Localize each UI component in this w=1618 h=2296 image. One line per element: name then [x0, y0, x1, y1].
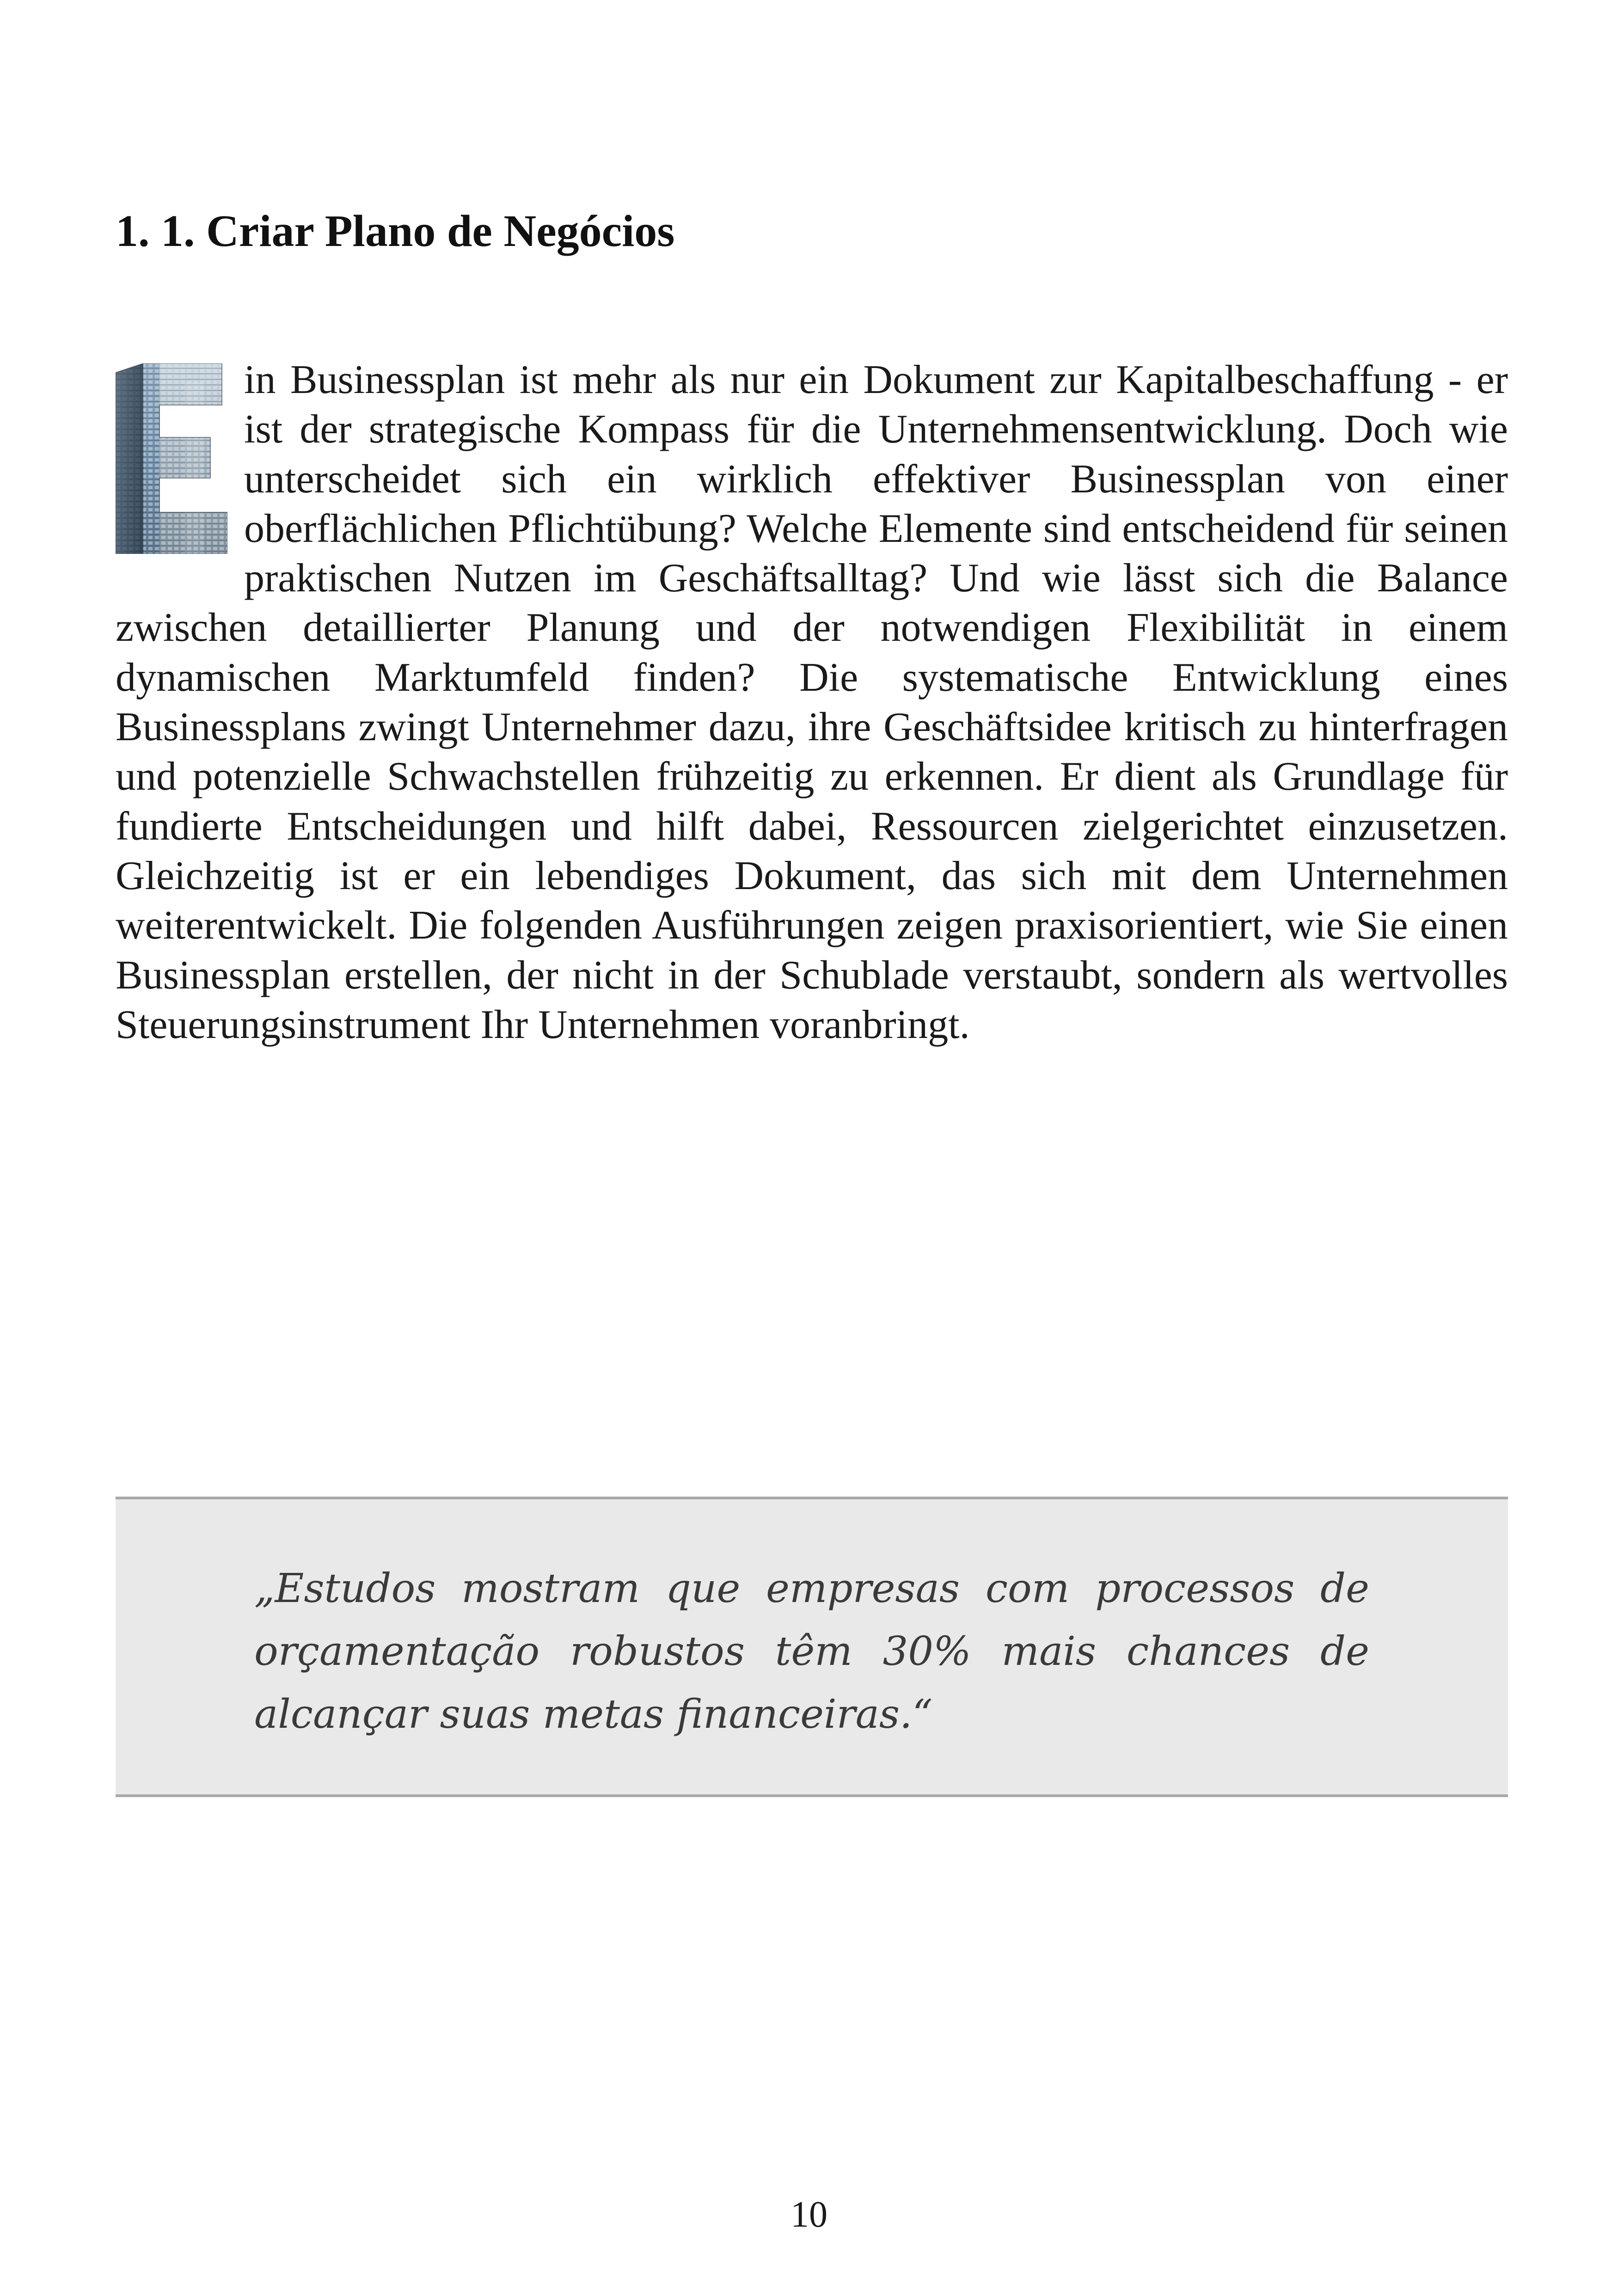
body-paragraph-text: in Businessplan ist mehr als nur ein Dokument zur Kapitalbeschaffung - er ist der strategische Kompass für die Unternehmensentwicklung. Doch wie unterscheidet sich ein wirklich effektiver Businessplan von einer oberflächlichen Pflichtübung? Welche Elemente sind entscheidend für seinen praktischen Nutzen im Geschäftsalltag? Und wie lässt sich die Balance zwischen detaillierter Planung und der notwendigen Flexibilität in einem dynamischen Marktumfeld finden? Die systematische Entwicklung eines Businessplans zwingt Unternehmer dazu, ihre Geschäftsidee kritisch zu hinterfragen und potenzielle Schwachstellen frühzeitig zu erkennen. Er dient als Grundlage für fundierte Entscheidungen und hilft dabei, Ressourcen zielgerichtet einzusetzen. Gleichzeitig ist er ein lebendiges Dokument, das sich mit dem Unternehmen weiterentwickelt. Die folgenden Ausführungen zeigen praxisorientiert, wie Sie einen Businessplan erstellen, der nicht in der Schublade verstaubt, sondern als wertvolles Steuerungsinstrument Ihr Unternehmen voranbringt. [116, 357, 1508, 1047]
page-number: 10 [791, 2194, 827, 2235]
drop-cap-letter [116, 363, 227, 554]
section-heading: 1. 1. Criar Plano de Negócios [116, 206, 675, 256]
drop-cap-building-image [116, 363, 227, 554]
pull-quote-text: „Estudos mostram que empresas com processos de orçamentação robustos têm 30% mais chances de alcançar suas metas financeiras.“ [254, 1565, 1369, 1737]
body-paragraph [116, 355, 1508, 1050]
quote-box [116, 1497, 1508, 1797]
